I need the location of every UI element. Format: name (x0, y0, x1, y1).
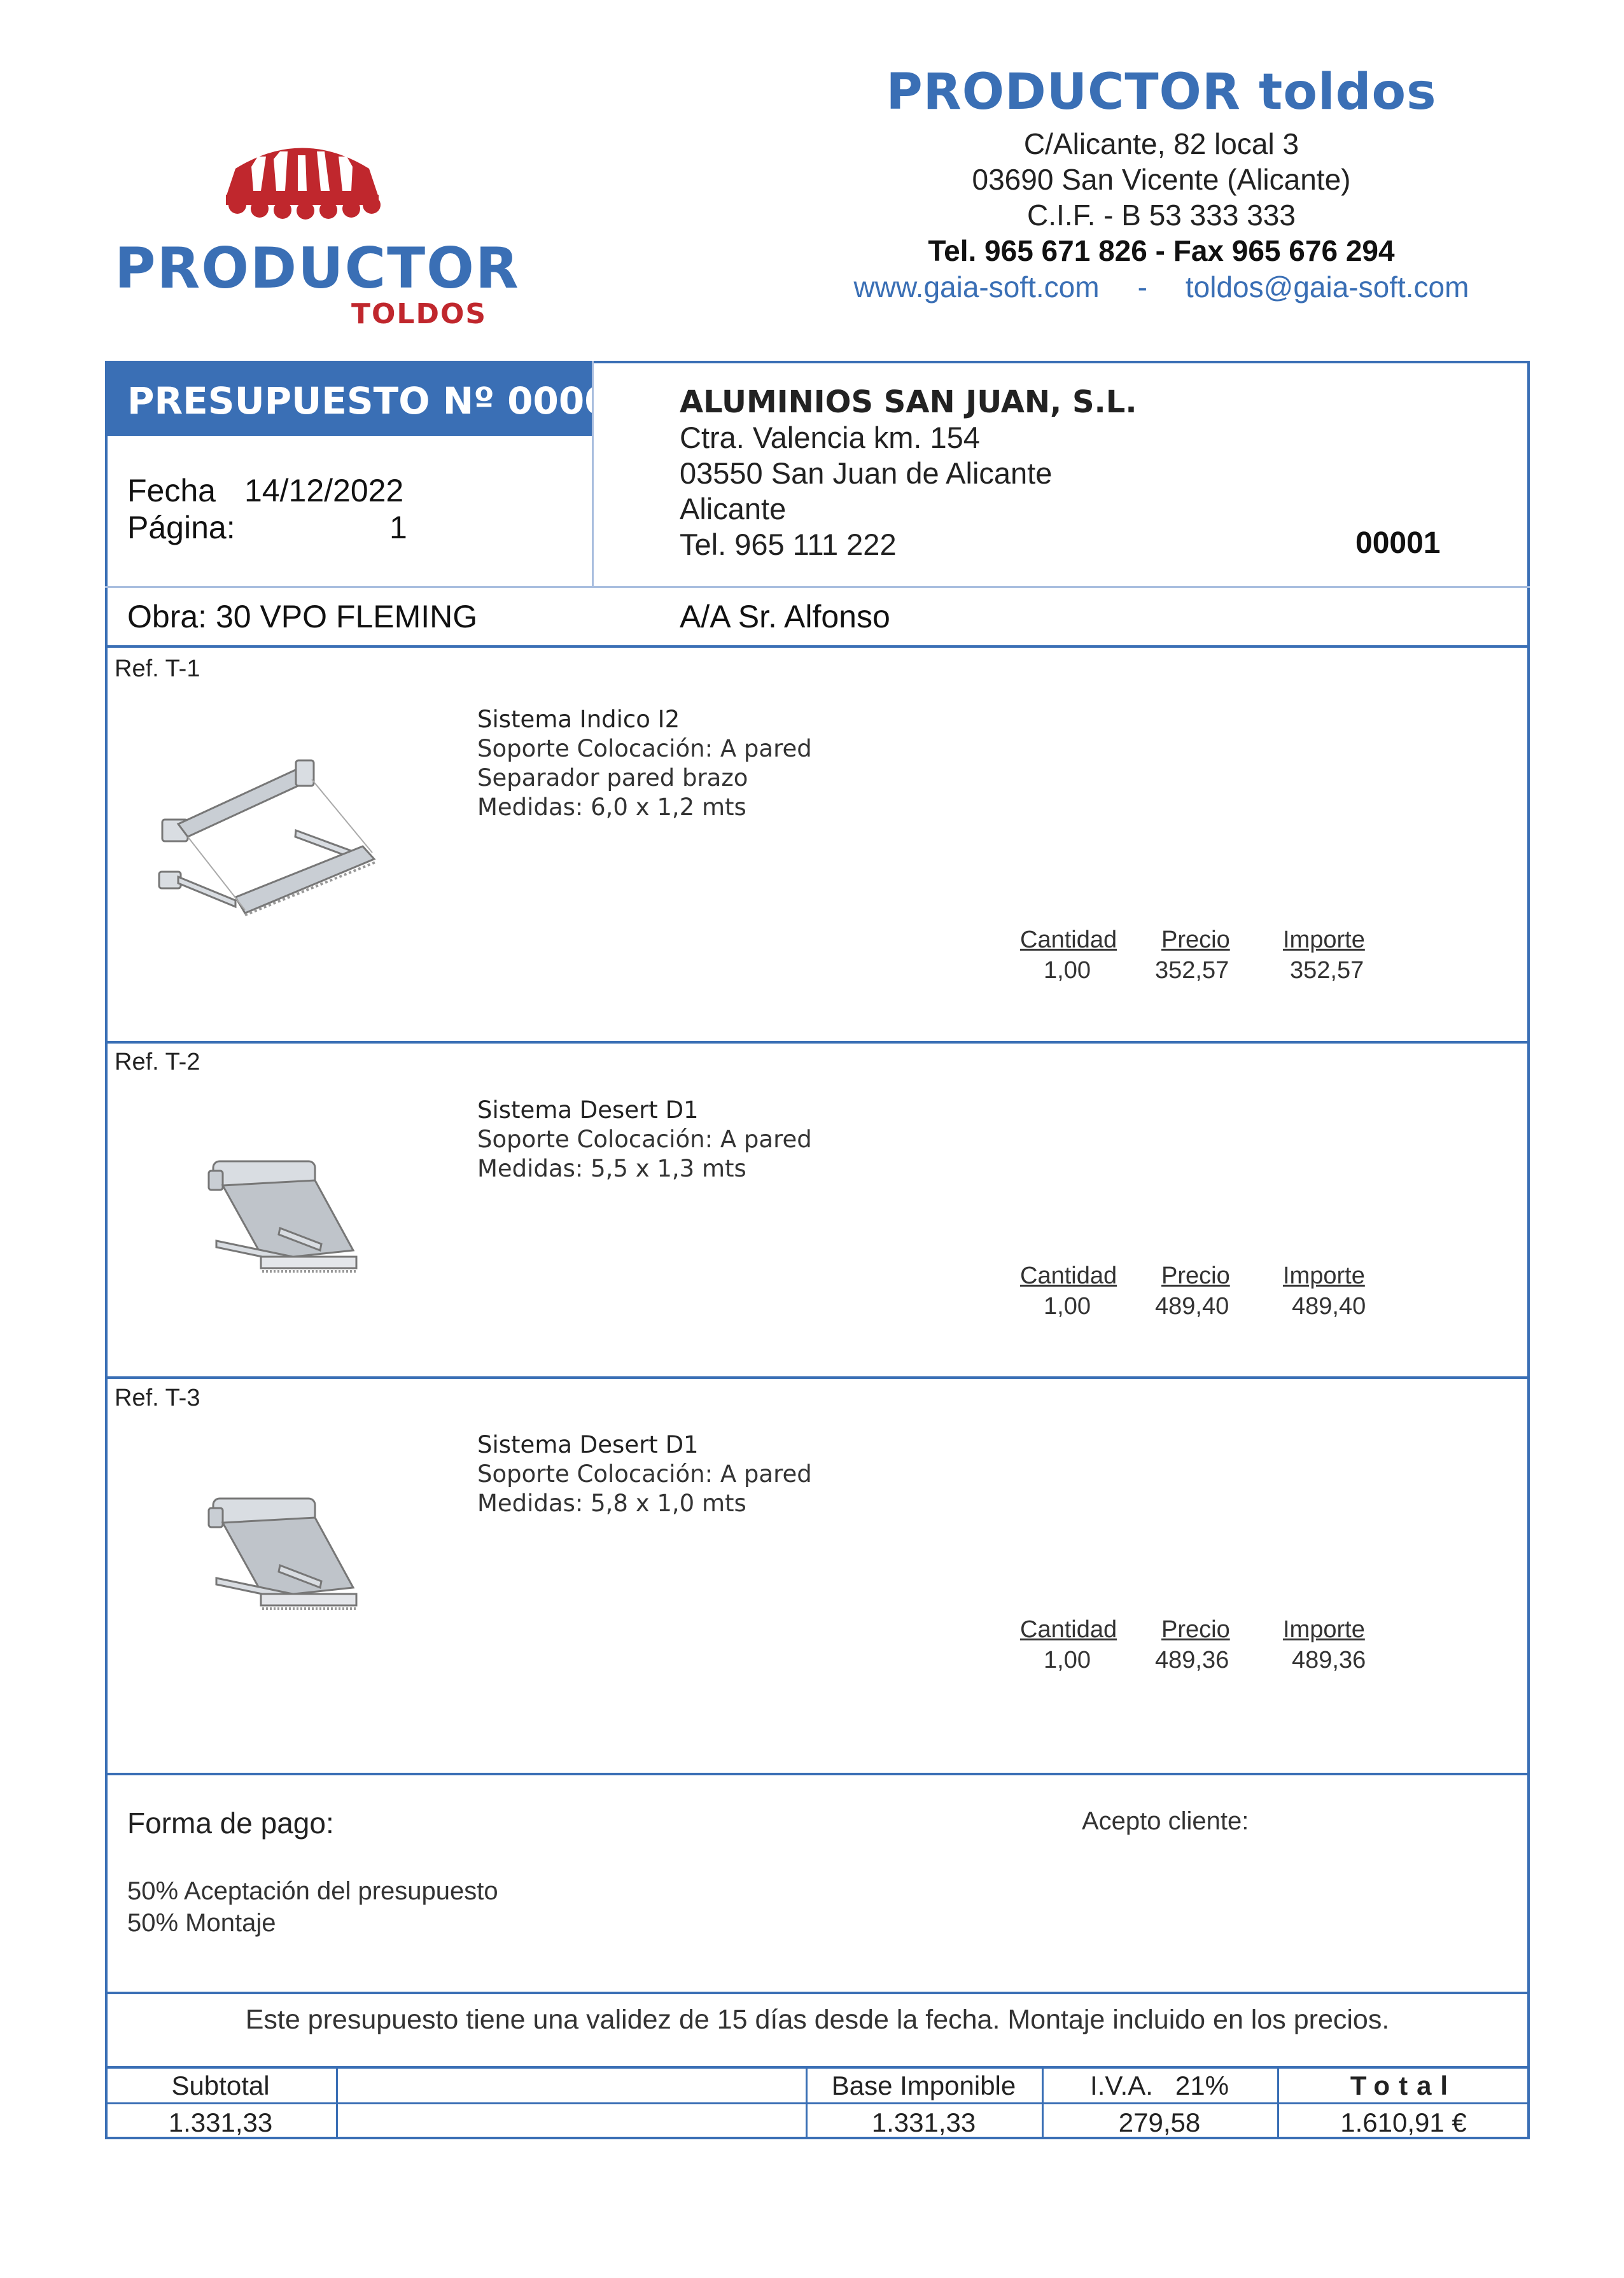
item-support: Soporte Colocación: A pared (477, 735, 812, 762)
header-divider-horizontal (105, 586, 1530, 588)
item-system: Sistema Indico I2 (477, 706, 680, 733)
company-name: PRODUCTOR toldos (886, 64, 1437, 121)
company-web-line (795, 269, 1527, 305)
col-precio-header: Precio (1161, 1262, 1230, 1289)
item-support: Soporte Colocación: A pared (477, 1460, 812, 1488)
company-address-line2: 03690 San Vicente (Alicante) (972, 163, 1351, 196)
company-logo (115, 134, 520, 330)
awning-drop-icon (204, 1483, 369, 1629)
col-cantidad-header: Cantidad (1020, 1262, 1117, 1289)
item-cantidad: 1,00 (1044, 1293, 1091, 1320)
item-ref: Ref. T-1 (115, 655, 200, 682)
item-ref: Ref. T-2 (115, 1049, 200, 1075)
iva-value: 279,58 (1118, 2107, 1201, 2137)
totals-col-divider (336, 2066, 338, 2139)
payment-divider (105, 1992, 1530, 1994)
item-cantidad: 1,00 (1044, 957, 1091, 984)
item-precio: 489,40 (1155, 1293, 1229, 1320)
col-precio-header: Precio (1161, 926, 1230, 953)
obra-label: Obra: 30 VPO FLEMING (127, 599, 478, 634)
client-block (680, 384, 1137, 563)
header-divider-vertical (592, 361, 594, 588)
payment-label: Forma de pago: (127, 1806, 334, 1840)
item-importe: 352,57 (1290, 957, 1364, 984)
pagina-value: 1 (389, 510, 407, 545)
item-divider (105, 1376, 1530, 1379)
item-precio: 489,36 (1155, 1647, 1229, 1674)
awning-drop-icon (204, 1145, 369, 1292)
item-support: Soporte Colocación: A pared (477, 1126, 812, 1153)
company-website-link[interactable]: www.gaia-soft.com (853, 270, 1100, 304)
item-description (477, 1430, 812, 1518)
item-cantidad: 1,00 (1044, 1647, 1091, 1674)
item-measures: Medidas: 5,8 x 1,0 mts (477, 1490, 746, 1517)
item-importe: 489,36 (1292, 1647, 1366, 1674)
col-importe-header: Importe (1283, 1262, 1365, 1289)
totals-top-border (105, 2066, 1530, 2069)
client-acceptance-label: Acepto cliente: (1082, 1807, 1249, 1835)
client-address-line2: 03550 San Juan de Alicante (680, 456, 1053, 490)
web-separator: - (1137, 270, 1147, 304)
totals-row-divider (105, 2102, 1530, 2104)
item-divider (105, 1041, 1530, 1044)
item-measures: Medidas: 6,0 x 1,2 mts (477, 793, 746, 821)
col-importe-header: Importe (1283, 926, 1365, 953)
item-description (477, 705, 812, 822)
total-label: Total (1350, 2071, 1457, 2100)
company-cif: C.I.F. - B 53 333 333 (1027, 199, 1296, 232)
iva-label: I.V.A. (1090, 2071, 1153, 2100)
fecha-value: 14/12/2022 (244, 473, 404, 508)
fecha-label: Fecha (127, 473, 216, 508)
client-address-line1: Ctra. Valencia km. 154 (680, 421, 980, 454)
base-imponible-label: Base Imponible (831, 2071, 1016, 2100)
pagina-label: Página: (127, 510, 235, 545)
col-cantidad-header: Cantidad (1020, 926, 1117, 953)
client-name: ALUMINIOS SAN JUAN, S.L. (680, 384, 1137, 420)
iva-rate: 21% (1175, 2071, 1229, 2100)
item-importe: 489,40 (1292, 1293, 1366, 1320)
base-imponible-value: 1.331,33 (871, 2107, 976, 2137)
item-measures: Medidas: 5,5 x 1,3 mts (477, 1155, 746, 1182)
item-description (477, 1096, 812, 1184)
company-address-line1: C/Alicante, 82 local 3 (1023, 127, 1299, 160)
company-info (795, 64, 1527, 305)
quote-title: PRESUPUESTO Nº 00008 (127, 379, 636, 423)
company-phones: Tel. 965 671 826 - Fax 965 676 294 (928, 234, 1395, 267)
awning-logo-icon (216, 134, 388, 229)
item-ref: Ref. T-3 (115, 1385, 200, 1411)
iva-header (1042, 2071, 1277, 2101)
client-city: Alicante (680, 492, 787, 526)
item-system: Sistema Desert D1 (477, 1431, 699, 1458)
logo-subtitle: TOLDOS (351, 298, 487, 330)
payment-term: 50% Montaje (127, 1909, 276, 1937)
client-code: 00001 (1355, 526, 1441, 560)
atencion-label: A/A Sr. Alfonso (680, 599, 890, 634)
company-email-link[interactable]: toldos@gaia-soft.com (1185, 270, 1469, 304)
section-divider (105, 645, 1530, 648)
payment-term: 50% Aceptación del presupuesto (127, 1877, 498, 1905)
item-extra: Separador pared brazo (477, 764, 748, 792)
logo-wordmark: PRODUCTOR (115, 235, 520, 301)
subtotal-value: 1.331,33 (168, 2107, 273, 2137)
item-precio: 352,57 (1155, 957, 1229, 984)
col-cantidad-header: Cantidad (1020, 1616, 1117, 1643)
subtotal-label: Subtotal (171, 2071, 270, 2100)
total-value: 1.610,91 € (1340, 2107, 1467, 2137)
col-precio-header: Precio (1161, 1616, 1230, 1643)
item-divider (105, 1773, 1530, 1775)
item-system: Sistema Desert D1 (477, 1096, 699, 1124)
validity-note: Este presupuesto tiene una validez de 15 días desde la fecha. Montaje incluido en los precios. (245, 2004, 1390, 2035)
awning-arm-icon (153, 751, 395, 935)
col-importe-header: Importe (1283, 1616, 1365, 1643)
client-phone: Tel. 965 111 222 (680, 528, 897, 561)
